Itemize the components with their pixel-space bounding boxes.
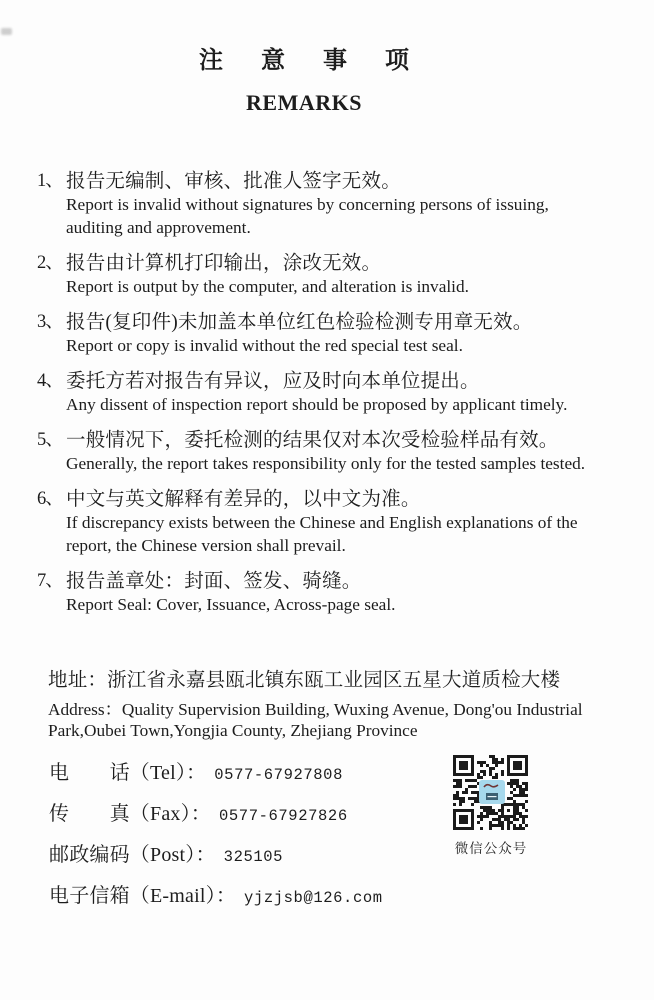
remark-item bbox=[37, 170, 627, 239]
contact-label: 电 话（Tel）： bbox=[49, 762, 207, 784]
contact-value: 325105 bbox=[223, 848, 284, 866]
scan-artifact bbox=[1, 28, 12, 35]
english-line: report, the Chinese version shall prevail. bbox=[66, 536, 346, 555]
remark-chinese-text: 报告由计算机打印输出，涂改无效。 bbox=[66, 253, 382, 274]
page-header bbox=[0, 48, 608, 115]
remark-english-text bbox=[66, 334, 627, 357]
english-line: auditing and approvement. bbox=[66, 218, 251, 237]
remark-chinese-text: 一般情况下，委托检测的结果仅对本次受检验样品有效。 bbox=[66, 430, 559, 451]
english-line: Generally, the report takes responsibility only for the tested samples tested. bbox=[66, 454, 586, 473]
contact-value: 0577-67927808 bbox=[214, 766, 343, 784]
remark-english-text bbox=[66, 275, 627, 298]
english-line: Report is output by the computer, and alteration is invalid. bbox=[66, 277, 469, 296]
qr-caption: 微信公众号 bbox=[454, 841, 528, 856]
wechat-qr-block bbox=[453, 755, 529, 857]
contact-row bbox=[49, 797, 449, 825]
contact-row bbox=[49, 838, 449, 866]
remark-item bbox=[37, 252, 627, 298]
remark-chinese-text: 报告无编制、审核、批准人签字无效。 bbox=[66, 171, 401, 192]
english-line: Park,Oubei Town,Yongjia County, Zhejiang Province bbox=[48, 720, 418, 740]
remark-number: 2、 bbox=[37, 253, 63, 273]
remark-item bbox=[37, 370, 627, 416]
remark-number: 1、 bbox=[37, 171, 63, 191]
remark-body bbox=[66, 170, 627, 239]
remark-chinese-text: 委托方若对报告有异议，应及时向本单位提出。 bbox=[66, 371, 480, 392]
remark-body bbox=[66, 311, 627, 357]
remark-english-text bbox=[66, 593, 627, 616]
remark-body bbox=[66, 370, 627, 416]
english-line: Any dissent of inspection report should be proposed by applicant timely. bbox=[66, 395, 568, 414]
remark-number: 3、 bbox=[37, 312, 63, 332]
address-chinese: 地址：浙江省永嘉县瓯北镇东瓯工业园区五星大道质检大楼 bbox=[48, 670, 561, 691]
english-line: Report is invalid without signatures by concerning persons of issuing, bbox=[66, 195, 549, 214]
remark-body bbox=[66, 570, 627, 616]
english-line: Report Seal: Cover, Issuance, Across-page seal. bbox=[66, 595, 396, 614]
remark-item bbox=[37, 488, 627, 557]
english-line: Address：Quality Supervision Building, Wuxing Avenue, Dong'ou Industrial bbox=[48, 700, 583, 719]
contact-value: 0577-67927826 bbox=[219, 807, 348, 825]
address-english bbox=[48, 700, 623, 741]
contact-value: yjzjsb@126.com bbox=[244, 889, 383, 907]
remark-item bbox=[37, 311, 627, 357]
remark-english-text bbox=[66, 193, 627, 239]
contact-label: 邮政编码（Post）： bbox=[49, 844, 216, 866]
remarks-list bbox=[37, 170, 627, 629]
address-block bbox=[48, 669, 623, 741]
remark-chinese-text: 报告盖章处：封面、签发、骑缝。 bbox=[66, 571, 362, 592]
contact-label: 电子信箱（E-mail）： bbox=[49, 885, 237, 907]
remark-english-text bbox=[66, 452, 627, 475]
contact-block bbox=[49, 756, 449, 920]
remark-item bbox=[37, 429, 627, 475]
remark-number: 4、 bbox=[37, 371, 63, 391]
english-line: If discrepancy exists between the Chinese and English explanations of the bbox=[66, 513, 578, 532]
contact-row bbox=[49, 879, 449, 907]
page-title-english: REMARKS bbox=[246, 90, 362, 115]
contact-label: 传 真（Fax）： bbox=[49, 803, 211, 825]
remark-chinese-text: 报告(复印件)未加盖本单位红色检验检测专用章无效。 bbox=[66, 312, 533, 333]
remark-chinese-text: 中文与英文解释有差异的，以中文为准。 bbox=[66, 489, 421, 510]
contact-row bbox=[49, 756, 449, 784]
page-title-chinese: 注意事项 bbox=[199, 48, 447, 74]
remark-number: 6、 bbox=[37, 489, 63, 509]
remark-item bbox=[37, 570, 627, 616]
remark-english-text bbox=[66, 511, 627, 557]
remark-number: 7、 bbox=[37, 571, 63, 591]
remark-number: 5、 bbox=[37, 430, 63, 450]
remark-body bbox=[66, 429, 627, 475]
remark-body bbox=[66, 488, 627, 557]
english-line: Report or copy is invalid without the red special test seal. bbox=[66, 336, 463, 355]
wechat-qr-code bbox=[453, 755, 528, 830]
remark-english-text bbox=[66, 393, 627, 416]
remark-body bbox=[66, 252, 627, 298]
